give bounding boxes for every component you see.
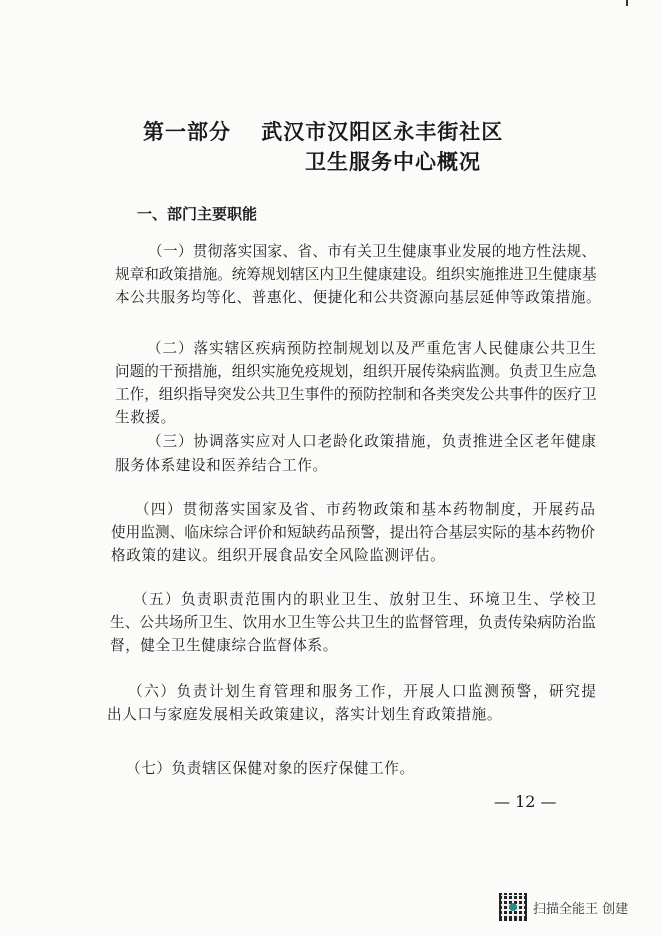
paragraph-line: （六）负责计划生育管理和服务工作，开展人口监测预警，研究提 bbox=[128, 683, 596, 700]
paragraph-line: （四）贯彻落实国家及省、市药物政策和基本药物制度，开展药品 bbox=[135, 501, 595, 518]
page-title-line-1: 第一部分 武汉市汉阳区永丰街社区 bbox=[143, 120, 504, 144]
paragraph-line: 规章和政策措施。统筹规划辖区内卫生健康建设。组织实施推进卫生健康基 bbox=[115, 266, 597, 283]
paragraph-line: 本公共服务均等化、普惠化、便捷化和公共资源向基层延伸等政策措施。 bbox=[115, 289, 602, 306]
paragraph-line: （五）负责职责范围内的职业卫生、放射卫生、环境卫生、学校卫 bbox=[133, 591, 596, 608]
paragraph-line: 格政策的建议。组织开展食品安全风险监测评估。 bbox=[111, 547, 446, 564]
paragraph-line: 问题的干预措施，组织实施免疫规划，组织开展传染病监测。负责卫生应急 bbox=[115, 363, 597, 380]
paragraph-line: 服务体系建设和医养结合工作。 bbox=[115, 457, 328, 474]
paragraph-line: （三）协调落实应对人口老龄化政策措施，负责推进全区老年健康 bbox=[147, 433, 596, 450]
paragraph-line: 工作，组织指导突发公共卫生事件的预防控制和各类突发公共事件的医疗卫 bbox=[115, 386, 597, 403]
paragraph-line: （二）落实辖区疾病预防控制规划以及严重危害人民健康公共卫生 bbox=[147, 340, 596, 357]
scanner-watermark bbox=[499, 893, 628, 921]
paragraph-line: 使用监测、临床综合评价和短缺药品预警，提出符合基层实际的基本药物价 bbox=[111, 524, 595, 541]
paragraph-line: 督，健全卫生健康综合监督体系。 bbox=[110, 637, 338, 654]
paragraph-line: 出人口与家庭发展相关政策建议，落实计划生育政策措施。 bbox=[107, 706, 503, 723]
section-heading: 一、部门主要职能 bbox=[137, 205, 258, 223]
paragraph-line: （七）负责辖区保健对象的医疗保健工作。 bbox=[126, 760, 415, 777]
watermark-text: 扫描全能王 创建 bbox=[533, 901, 629, 917]
paragraph-line: （一）贯彻落实国家、省、市有关卫生健康事业发展的地方性法规、 bbox=[148, 243, 596, 260]
paragraph-line: 生、公共场所卫生、饮用水卫生等公共卫生的监督管理，负责传染病防治监 bbox=[110, 614, 596, 631]
scan-mark bbox=[626, 0, 628, 6]
page-title-line-2: 卫生服务中心概况 bbox=[305, 150, 481, 174]
qr-code-icon bbox=[499, 893, 527, 921]
page-number: — 12 — bbox=[494, 792, 557, 811]
paragraph-line: 生救援。 bbox=[115, 409, 176, 426]
